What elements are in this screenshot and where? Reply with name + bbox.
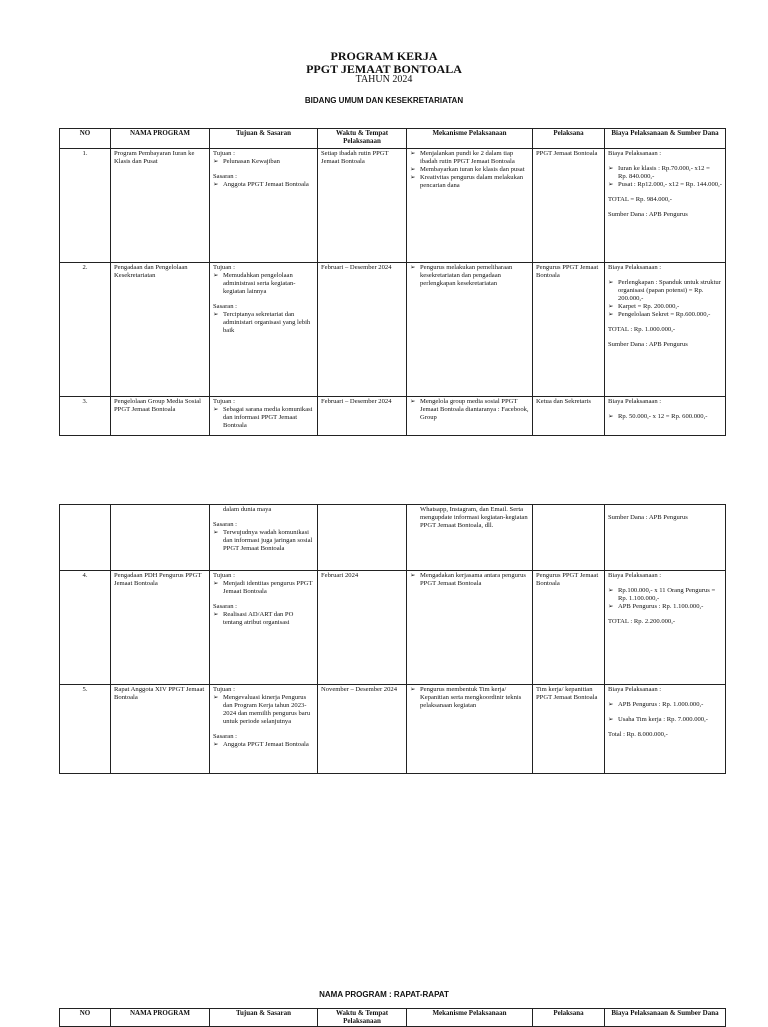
- biaya-label: Biaya Pelaksanaan :: [608, 572, 662, 579]
- tujuan-label: Tujuan :: [213, 686, 235, 693]
- sasaran-item: ➢ Terciptanya sekretariat dan administari organisasi yang lebih baik: [213, 311, 314, 335]
- program-table-page-3: [59, 1008, 726, 1027]
- biaya-item: ➢ Rp. 50.000,- x 12 = Rp. 600.000,-: [608, 413, 722, 421]
- biaya-total: TOTAL : Rp. 2.200.000,-: [608, 618, 676, 625]
- table-row: [60, 263, 726, 397]
- mekanisme-item: ➢ Menjalankan pundi ke 2 dalam tiap ibadah rutin PPGT Jemaat Bontoala: [410, 150, 529, 166]
- biaya-item: ➢ Iuran ke klasis : Rp.70.000,- x12 =: [608, 165, 722, 173]
- table-row: [60, 685, 726, 774]
- biaya-item: ➢ APB Pengurus : Rp. 1.100.000,-: [608, 603, 722, 611]
- mekanisme-item: ➢ Pengurus membentuk Tim kerja/ Kepanitian serta mengkoordinir teknis pelaksanaan kegiatan: [410, 686, 529, 710]
- document-title: PROGRAM KERJA: [330, 49, 438, 63]
- row-tujuan: [210, 397, 318, 436]
- tujuan-label: Tujuan :: [213, 150, 235, 158]
- row-waktu: Februari 2024: [318, 571, 407, 685]
- tujuan-label: Tujuan :: [213, 398, 235, 406]
- biaya-item: ➢ Usaha Tim kerja : Rp. 7.000.000,-: [608, 716, 722, 724]
- header-mekanisme: Mekanisme Pelaksanaan: [407, 1009, 533, 1027]
- biaya-item-cont: Rp. 840.000,-: [618, 173, 655, 181]
- sasaran-label: Sasaran :: [213, 733, 237, 740]
- header-tujuan: Tujuan & Sasaran: [210, 129, 318, 149]
- biaya-label: Biaya Pelaksanaan :: [608, 264, 662, 272]
- biaya-total: TOTAL = Rp. 984.000,-: [608, 196, 672, 204]
- table-row: [60, 571, 726, 685]
- header-waktu: Waktu & Tempat Pelaksanaan: [318, 129, 407, 149]
- header-waktu: Waktu & Tempat Pelaksanaan: [318, 1009, 407, 1027]
- header-pelaksana: Pelaksana: [533, 1009, 605, 1027]
- row-tujuan: [210, 571, 318, 685]
- row-no: 1.: [60, 149, 111, 263]
- sumber-dana: Sumber Dana : APB Pengurus: [608, 211, 688, 219]
- header-biaya: Biaya Pelaksanaan & Sumber Dana: [605, 129, 726, 149]
- row-mekanisme: [407, 505, 533, 571]
- header-no: NO: [60, 129, 111, 149]
- row-biaya: [605, 263, 726, 397]
- tujuan-item: ➢ Memudahkan pengelolaan administrasi serta kegiatan-kegiatan lainnya: [213, 272, 314, 296]
- table-row: [60, 149, 726, 263]
- row-mekanisme: [407, 685, 533, 774]
- row-pelaksana: Pengurus PPGT Jemaat Bontoala: [533, 263, 605, 397]
- document-subtitle: PPGT JEMAAT BONTOALA: [306, 62, 462, 76]
- section-heading-rapat: NAMA PROGRAM : RAPAT-RAPAT: [319, 990, 449, 999]
- biaya-total: TOTAL : Rp. 1.000.000,-: [608, 326, 676, 334]
- row-biaya: [605, 505, 726, 571]
- row-nama: Pengelolaan Group Media Sosial PPGT Jemaat Bontoala: [111, 397, 210, 436]
- mekanisme-item-cont: Whatsapp, Instagram, dan Email. Serta mengupdate informasi kegiatan-kegiatan PPGT Jemaat Bontoala, dll.: [420, 506, 528, 529]
- sasaran-label: Sasaran :: [213, 303, 237, 311]
- row-tujuan: [210, 505, 318, 571]
- sasaran-item: ➢ Anggota PPGT Jemaat Bontoala: [213, 181, 314, 189]
- tujuan-item: ➢ Sebagai sarana media komunikasi dan informasi PPGT Jemaat Bontoala: [213, 406, 314, 430]
- mekanisme-item: ➢ Mengelola group media sosial PPGT Jemaat Bontoala diantaranya : Facebook, Group: [410, 398, 529, 422]
- header-nama-program: NAMA PROGRAM: [111, 129, 210, 149]
- row-nama: Pengadaan dan Pengelolaan Kesekretariatan: [111, 263, 210, 397]
- biaya-item: ➢ APB Pengurus : Rp. 1.000.000,-: [608, 701, 722, 709]
- row-pelaksana: Tim kerja/ kepanitian PPGT Jemaat Bontoala: [533, 685, 605, 774]
- row-nama: Program Pembayaran Iuran ke Klasis dan Pusat: [111, 149, 210, 263]
- row-biaya: [605, 149, 726, 263]
- row-mekanisme: [407, 263, 533, 397]
- row-nama: Pengadaan PDH Pengurus PPGT Jemaat Bontoala: [111, 571, 210, 685]
- row-mekanisme: [407, 149, 533, 263]
- row-pelaksana: PPGT Jemaat Bontoala: [533, 149, 605, 263]
- biaya-label: Biaya Pelaksanaan :: [608, 686, 662, 693]
- row-waktu: Setiap ibadah rutin PPGT Jemaat Bontoala: [318, 149, 407, 263]
- program-table-page-2: [59, 504, 726, 774]
- biaya-item: ➢ Pusat : Rp12.000,- x12 = Rp. 144.000,-: [608, 181, 722, 189]
- table-row-continued: [60, 505, 726, 571]
- row-no: 3.: [60, 397, 111, 436]
- row-tujuan: [210, 685, 318, 774]
- document-year: TAHUN 2024: [355, 74, 413, 85]
- biaya-item: ➢ Rp.100.000,- x 11 Orang Pengurus = Rp. 1.100.000,-: [608, 587, 722, 603]
- row-waktu: Februari – Desember 2024: [318, 263, 407, 397]
- header-no: NO: [60, 1009, 111, 1027]
- sumber-dana: Sumber Dana : APB Pengurus: [608, 341, 688, 349]
- tujuan-item: ➢ Mengevaluasi kinerja Pengurus dan Program Kerja tahun 2023-2024 dan memilih pengurus baru untuk periode selanjutnya: [213, 694, 314, 726]
- program-table-page-1: [59, 128, 726, 436]
- biaya-label: Biaya Pelaksanaan :: [608, 150, 662, 158]
- sasaran-label: Sasaran :: [213, 521, 237, 528]
- row-tujuan: [210, 263, 318, 397]
- table-header-row: [60, 129, 726, 149]
- tujuan-item: ➢ Menjadi identitas pengurus PPGT Jemaat Bontoala: [213, 580, 314, 596]
- row-biaya: [605, 685, 726, 774]
- row-nama: Rapat Anggota XIV PPGT Jemaat Bontoala: [111, 685, 210, 774]
- sasaran-item: ➢ Terwujudnya wadah komunikasi dan informasi juga jaringan sosial PPGT Jemaat Bontoala: [213, 529, 314, 553]
- header-biaya: Biaya Pelaksanaan & Sumber Dana: [605, 1009, 726, 1027]
- row-biaya: [605, 397, 726, 436]
- row-pelaksana: Pengurus PPGT Jemaat Bontoala: [533, 571, 605, 685]
- biaya-total: Total : Rp. 8.000.000,-: [608, 731, 668, 738]
- row-no: 2.: [60, 263, 111, 397]
- biaya-item: ➢ Karpet = Rp. 200.000,-: [608, 303, 722, 311]
- header-tujuan: Tujuan & Sasaran: [210, 1009, 318, 1027]
- sasaran-item: ➢ Anggota PPGT Jemaat Bontoala: [213, 741, 314, 749]
- table-row: [60, 397, 726, 436]
- row-waktu: Februari – Desember 2024: [318, 397, 407, 436]
- tujuan-item-cont: dalam dunia maya: [223, 506, 272, 513]
- header-nama-program: NAMA PROGRAM: [111, 1009, 210, 1027]
- row-tujuan: [210, 149, 318, 263]
- row-mekanisme: [407, 571, 533, 685]
- row-waktu: November – Desember 2024: [318, 685, 407, 774]
- sumber-dana: Sumber Dana : APB Pengurus: [608, 514, 688, 521]
- sasaran-label: Sasaran :: [213, 173, 237, 181]
- tujuan-label: Tujuan :: [213, 264, 235, 272]
- mekanisme-item: ➢ Membayarkan iuran ke klasis dan pusat: [410, 166, 529, 174]
- sasaran-label: Sasaran :: [213, 603, 237, 610]
- section-heading: BIDANG UMUM DAN KESEKRETARIATAN: [304, 96, 464, 105]
- biaya-item: ➢ Perlengkapan : Spanduk untuk struktur organisasi (papan potensi) = Rp. 200.000,-: [608, 279, 722, 303]
- tujuan-item: ➢ Pelunasan Kewajiban: [213, 158, 314, 166]
- mekanisme-item: ➢ Pengurus melakukan pemeliharaan kesekretariatan dan pengadaan perlengkapan kesekretariatan: [410, 264, 529, 288]
- header-mekanisme: Mekanisme Pelaksanaan: [407, 129, 533, 149]
- biaya-label: Biaya Pelaksanaan :: [608, 398, 662, 406]
- row-biaya: [605, 571, 726, 685]
- biaya-item: ➢ Pengelolaan Sekret = Rp.600.000,-: [608, 311, 722, 319]
- row-pelaksana: Ketua dan Sekretaris: [533, 397, 605, 436]
- mekanisme-item: ➢ Mengadakan kerjasama antara pengurus PPGT Jemaat Bontoala: [410, 572, 529, 588]
- row-no: 4.: [60, 571, 111, 685]
- sasaran-item: ➢ Realisasi AD/ART dan PO tentang atribut organisasi: [213, 611, 314, 627]
- header-pelaksana: Pelaksana: [533, 129, 605, 149]
- mekanisme-item: ➢ Kreativitas pengurus dalam melakukan pencarian dana: [410, 174, 529, 190]
- tujuan-label: Tujuan :: [213, 572, 235, 579]
- row-mekanisme: [407, 397, 533, 436]
- row-no: 5.: [60, 685, 111, 774]
